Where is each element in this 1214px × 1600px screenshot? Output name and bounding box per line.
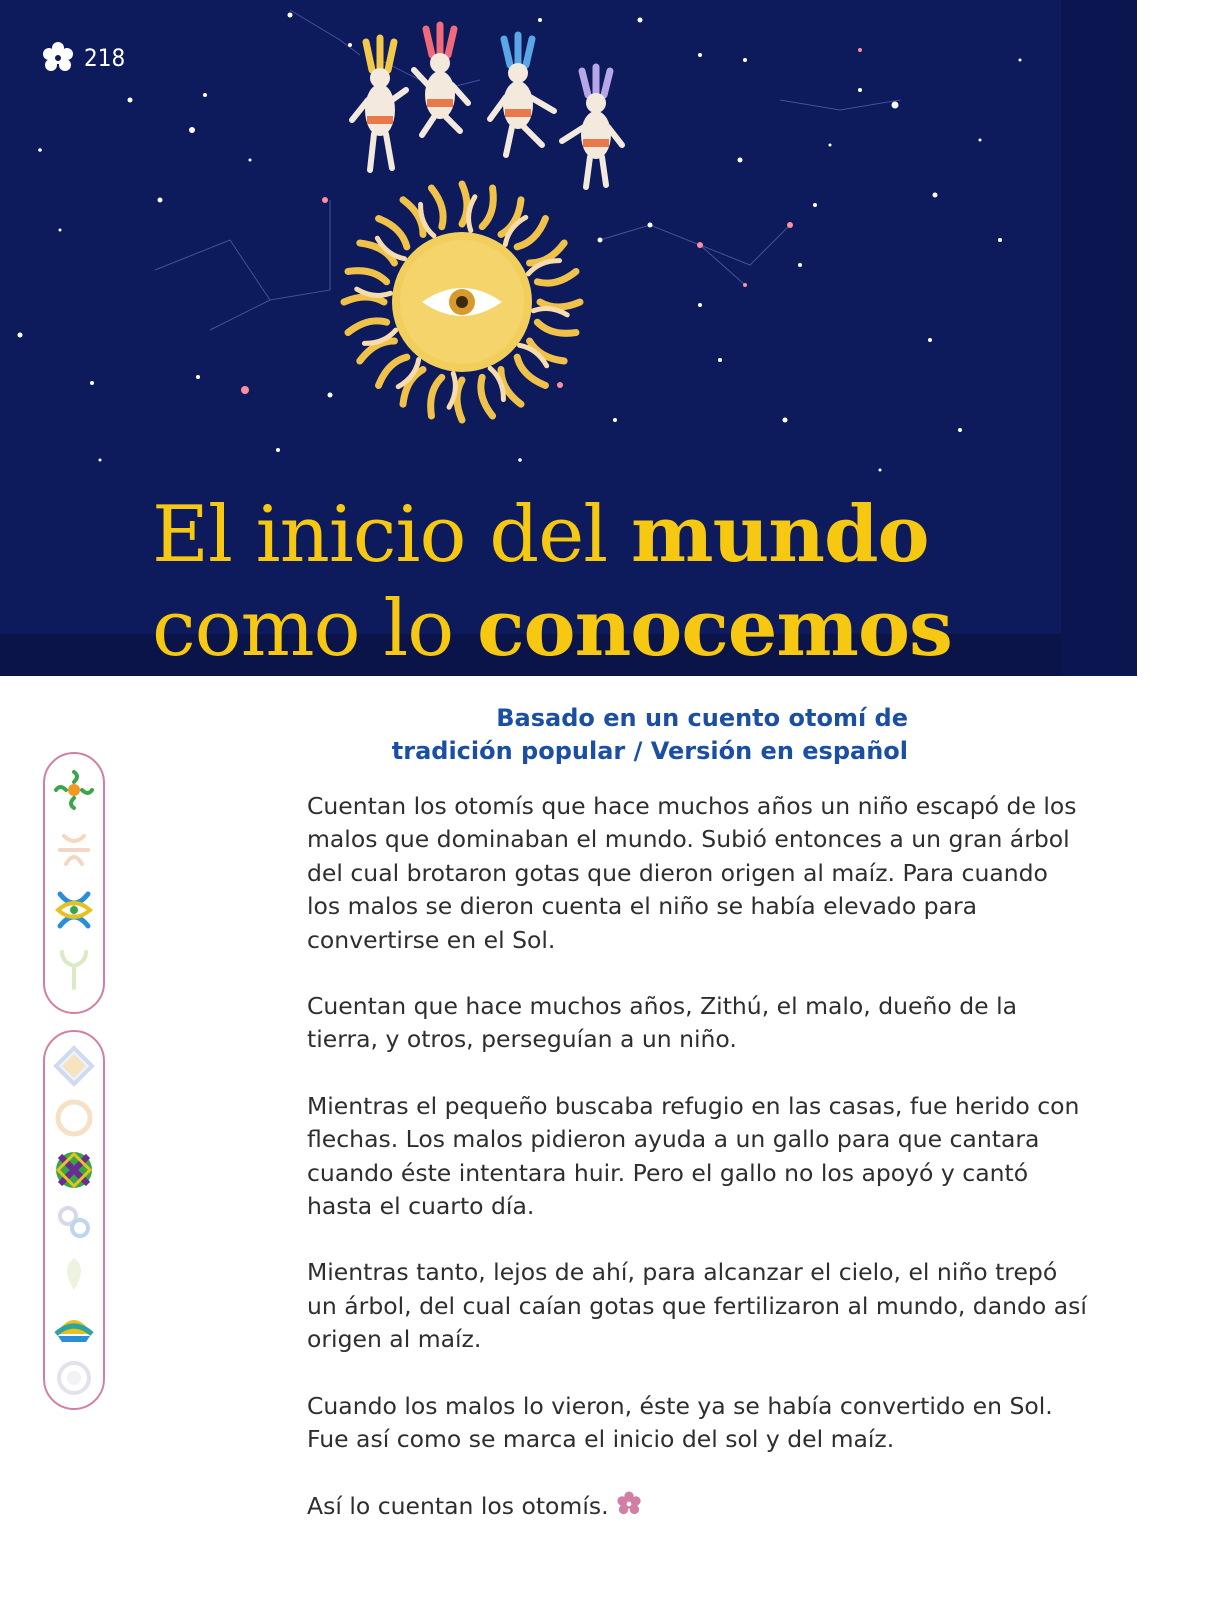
- title-line1-regular: El inicio del: [152, 490, 632, 580]
- hero-right-edge: [1061, 0, 1137, 676]
- page-title: [152, 488, 952, 676]
- flower-icon: [40, 40, 76, 76]
- figure-faded-icon: [52, 828, 96, 872]
- pink-stars: [241, 48, 862, 394]
- woven-square-icon: [52, 1148, 96, 1192]
- page-number-text: 218: [84, 44, 126, 72]
- sun-eye-icon: [344, 184, 580, 420]
- page-number: [40, 40, 125, 76]
- chain-faded-icon: [52, 1200, 96, 1244]
- dancer-figure-icon: [490, 35, 554, 155]
- title-line2-regular: como lo: [152, 584, 478, 674]
- dancer-figure-icon: [352, 38, 406, 170]
- flower-icon: [615, 1490, 643, 1518]
- diamond-faded-icon: [52, 1044, 96, 1088]
- story-closing: [307, 1490, 1087, 1523]
- circle-faded-icon: [52, 1096, 96, 1140]
- story-paragraph: Cuentan que hace muchos años, Zithú, el malo, dueño de la tierra, y otros, perseguían a un niño.: [307, 992, 1018, 1054]
- dancer-figure-icon: [414, 25, 468, 135]
- title-line2-bold: conocemos: [477, 583, 952, 674]
- story-paragraph: Cuando los malos lo vieron, éste ya se había convertido en Sol. Fue así como se marca el inicio del sol y del maíz.: [307, 1391, 1053, 1454]
- story-paragraph: Mientras tanto, lejos de ahí, para alcanzar el cielo, el niño trepó un árbol, del cual caían gotas que fertilizaron al mundo, dando así origen al maíz.: [307, 1258, 1087, 1354]
- subtitle: [300, 702, 908, 768]
- turtle-shell-icon: [52, 1304, 96, 1348]
- seed-cluster-icon: [52, 768, 96, 812]
- story-body: [307, 790, 1087, 1556]
- subtitle-line1: Basado en un cuento otomí de: [496, 704, 908, 732]
- side-navigation-pill-top: [43, 752, 105, 1014]
- story-paragraph: Cuentan los otomís que hace muchos años un niño escapó de los malos que dominaban el mundo. Subió entonces a un gran árbol del cual brotaron gotas que dieron origen al maíz. Para cuando los malos se dieron cuenta el niño se había elevado para convertirse en el Sol.: [307, 792, 1077, 954]
- subtitle-line2: tradición popular / Versión en español: [391, 737, 908, 765]
- crossed-figure-icon: [52, 888, 96, 932]
- dancer-figure-icon: [562, 67, 622, 187]
- side-navigation-pill-bottom: [43, 1030, 105, 1410]
- title-line1-bold: mundo: [631, 489, 929, 580]
- plant-faded-icon: [52, 948, 96, 992]
- ring-faded-icon: [52, 1356, 96, 1400]
- bud-faded-icon: [52, 1252, 96, 1296]
- story-paragraph: Mientras el pequeño buscaba refugio en las casas, fue herido con flechas. Los malos pidieron ayuda a un gallo para que cantara cuando éste intentara huir. Pero el gallo no los apoyó y cantó hasta el cuarto día.: [307, 1091, 1080, 1221]
- story-paragraph: Así lo cuentan los otomís.: [307, 1491, 609, 1520]
